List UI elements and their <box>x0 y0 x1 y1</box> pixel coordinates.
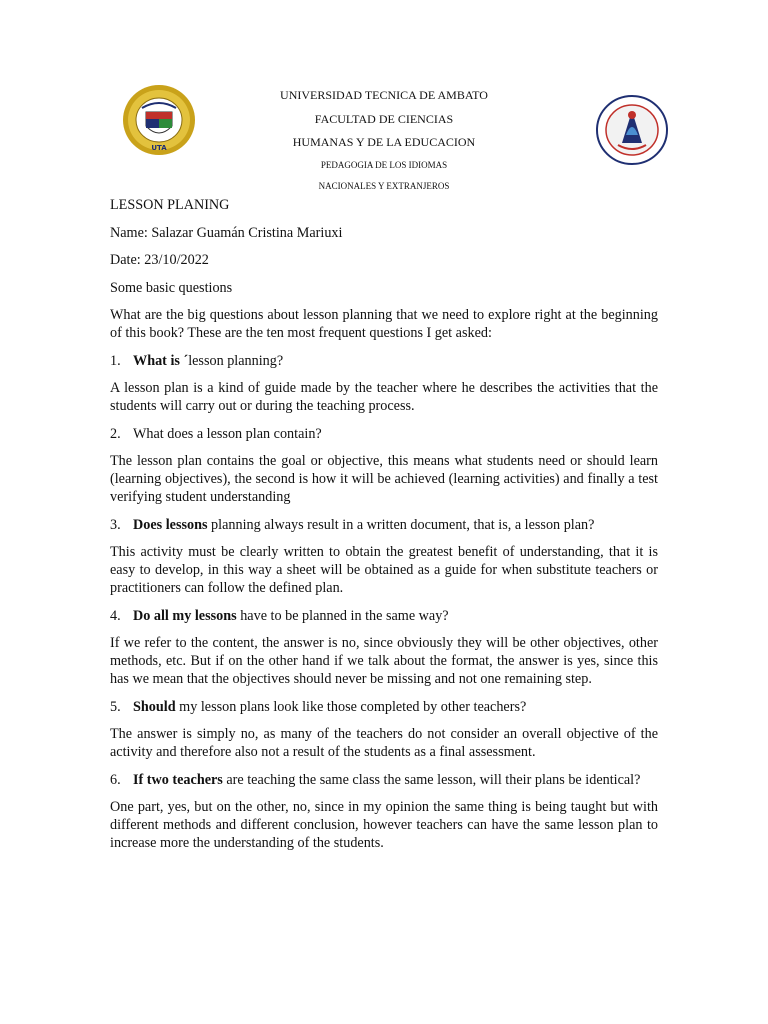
question-number: 4. <box>110 607 121 624</box>
header-program: PEDAGOGIA DE LOS IDIOMAS <box>320 159 448 170</box>
svg-text:UTA: UTA <box>151 144 167 152</box>
answer-2: The lesson plan contains the goal or objective, this means what students need or should learn (learning objectives), the second is how it will be achieved (learning activities) and finally a test verifying student understanding <box>110 453 658 505</box>
header-university: UNIVERSIDAD TECNICA DE AMBATO <box>280 88 488 102</box>
doc-section: Some basic questions <box>110 279 233 296</box>
question-text: planning always result in a written document, that is, a lesson plan? <box>207 516 595 533</box>
doc-intro: What are the big questions about lesson planning that we need to explore right at the beginning of this book? These are the ten most frequent questions I get asked: <box>110 307 658 341</box>
question-2 <box>110 425 658 443</box>
university-seal-logo <box>122 84 196 156</box>
question-number: 6. <box>110 771 121 788</box>
answer-1: A lesson plan is a kind of guide made by the teacher where he describes the activities that the students will carry out or during the teaching process. <box>110 380 658 414</box>
answer-4: If we refer to the content, the answer is no, since obviously they will be other objectives, other methods, etc. But if on the other hand if we talk about the format, the answer is yes, since this has we mean that the objectives should never be missing and not one remaining step. <box>110 635 658 687</box>
answer-5: The answer is simply no, as many of the teachers do not consider an overall objective of the activity and therefore also not a result of the students as a final assessment. <box>110 726 658 760</box>
question-number: 2. <box>110 425 121 442</box>
doc-date: Date: 23/10/2022 <box>110 252 209 268</box>
question-text: have to be planned in the same way? <box>236 607 449 624</box>
faculty-seal-logo <box>596 95 668 165</box>
answer-3: This activity must be clearly written to obtain the greatest benefit of understanding, that it is easy to develop, in this way a sheet will be obtained as a guide for when substitute teachers or practitioners can follow the defined plan. <box>110 544 658 596</box>
doc-name: Name: Salazar Guamán Cristina Mariuxi <box>110 224 343 241</box>
question-4 <box>110 607 658 625</box>
question-6 <box>110 771 658 789</box>
question-5 <box>110 698 658 716</box>
question-number: 1. <box>110 352 121 369</box>
question-text: are teaching the same class the same lesson, will their plans be identical? <box>222 771 641 788</box>
question-bold: Do all my lessons <box>133 607 237 624</box>
header-faculty-2: HUMANAS Y DE LA EDUCACION <box>292 135 476 149</box>
document-body <box>110 196 658 862</box>
question-3 <box>110 516 658 534</box>
question-bold: Should <box>133 698 176 715</box>
question-number: 5. <box>110 698 121 715</box>
header-program-2: NACIONALES Y EXTRANJEROS <box>318 181 450 191</box>
question-text: lesson planning? <box>188 352 284 369</box>
question-bold: Does lessons <box>133 516 208 533</box>
question-bold: If two teachers <box>133 771 223 788</box>
question-1 <box>110 352 658 370</box>
header-faculty: FACULTAD DE CIENCIAS <box>314 111 454 126</box>
question-number: 3. <box>110 516 121 533</box>
document-header <box>220 84 548 198</box>
answer-6: One part, yes, but on the other, no, since in my opinion the same thing is being taught but with different methods and different conclusion, however teachers can have the same lesson plan to increase more the understanding of the students. <box>110 799 658 851</box>
question-bold: What is ´ <box>133 352 189 369</box>
doc-title: LESSON PLANING <box>110 197 230 213</box>
question-text: my lesson plans look like those completed by other teachers? <box>175 698 527 715</box>
question-text: What does a lesson plan contain? <box>133 425 322 442</box>
